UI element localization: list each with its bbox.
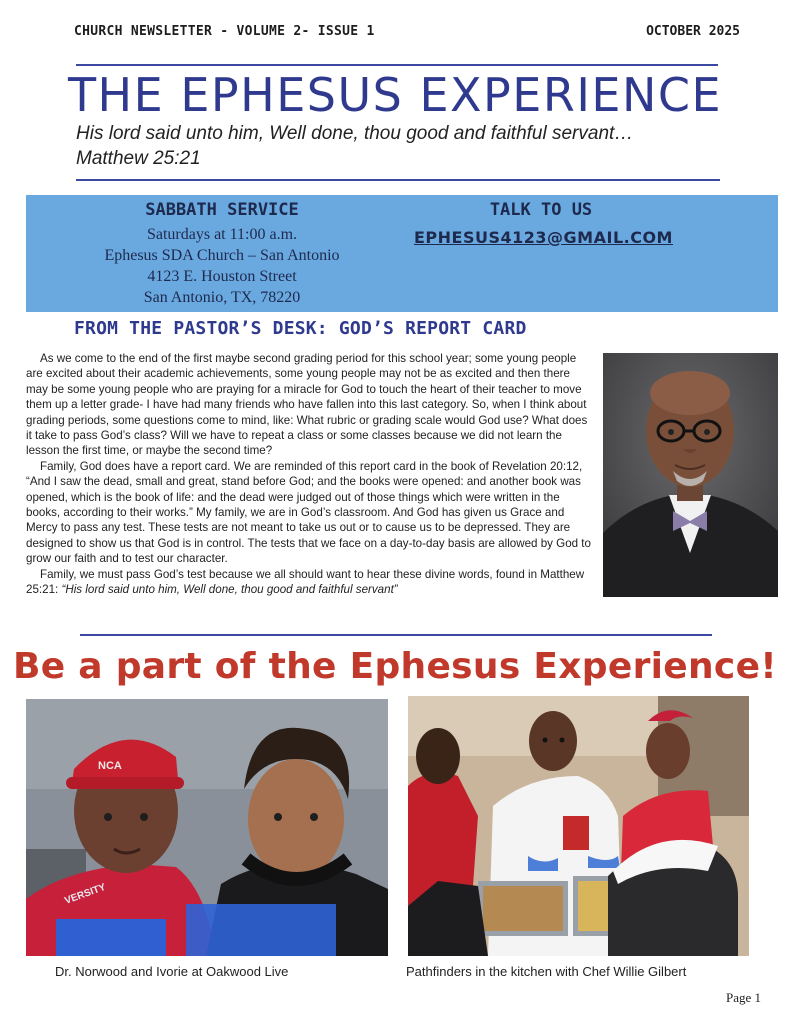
article-paragraph-3-text: Family, we must pass God’s test because we all should want to hear these divine words, found in Matthew 25:21: (26, 567, 585, 597)
contact-email-link[interactable]: EPHESUS4123@GMAIL.COM (414, 228, 673, 247)
church-street: 4123 E. Houston Street (147, 268, 297, 285)
verse-reference: Matthew 25:21 (76, 148, 201, 169)
pastor-desk-heading: FROM THE PASTOR’S DESK: GOD’S REPORT CARD (74, 318, 527, 339)
newsletter-header (74, 24, 740, 44)
pastor-article (26, 351, 591, 598)
divider-article (80, 634, 712, 636)
oakwood-live-illustration (26, 699, 388, 956)
article-paragraph-1: As we come to the end of the first maybe second grading period for this school year; some young people are excited about their academic achievements, some young people may not be as excited and then there may be some young people who are praying for a miracle for God to touch the heart of their teacher to move them up a letter grade- I have had many friends who have fallen into this last category. So, when I think about grading periods, some questions come to mind, like: What rubric or grading scale would God use? What does it take to pass God’s class? Will we have to repeat a class or some classes because we did not learn the lesson the first time, or maybe the second time? (26, 352, 588, 458)
kitchen-illustration (408, 696, 749, 956)
talk-to-us-title: TALK TO US (489, 200, 593, 220)
article-closing-quote: “His lord said unto him, Well done, thou good and faithful servant” (61, 583, 398, 597)
masthead-title: THE EPHESUS EXPERIENCE (67, 68, 723, 122)
service-time: Saturdays at 11:00 a.m. (146, 226, 298, 243)
photo-caption-1: Dr. Norwood and Ivorie at Oakwood Live (55, 964, 289, 979)
article-paragraph-3 (26, 567, 591, 598)
photo-caption-2: Pathfinders in the kitchen with Chef Willie Gilbert (406, 964, 687, 979)
hat-logo-text: NCA (98, 760, 122, 772)
pastor-portrait-illustration (603, 353, 778, 597)
photo-pathfinders-kitchen (408, 696, 749, 956)
church-city: San Antonio, TX, 78220 (143, 289, 301, 306)
masthead-verse (76, 121, 736, 171)
issue-date: OCTOBER 2025 (646, 24, 740, 39)
verse-text: His lord said unto him, Well done, thou good and faithful servant… (76, 123, 634, 144)
divider-masthead (76, 179, 720, 181)
issue-label: CHURCH NEWSLETTER - VOLUME 2- ISSUE 1 (74, 24, 375, 39)
lanyard-text: VERSITY (63, 881, 108, 907)
pastor-photo (603, 353, 778, 597)
article-paragraph-2: Family, God does have a report card. We are reminded of this report card in the book of Revelation 20:12, “And I saw the dead, small and great, stand before God; and the books were opened: and another book was opened, which is the book of life: and the dead were judged out of those things which were written in the books, according to their works.” My family, we are in God’s classroom. And God has given us Grace and Mercy to pass any test. These tests are not meant to take us out or to cause us to be depressed. They are designed to show us that God is in control. The tests that we face on a day-to-day basis are allowed by God to grow our faith and to test our character. (26, 459, 591, 566)
photo-norwood-ivorie (26, 699, 388, 956)
call-to-action-heading: Be a part of the Ephesus Experience! (12, 646, 778, 687)
divider-top (76, 64, 718, 66)
church-name: Ephesus SDA Church – San Antonio (104, 247, 340, 264)
page-number: Page 1 (726, 990, 762, 1005)
sabbath-service-title: SABBATH SERVICE (145, 200, 299, 220)
